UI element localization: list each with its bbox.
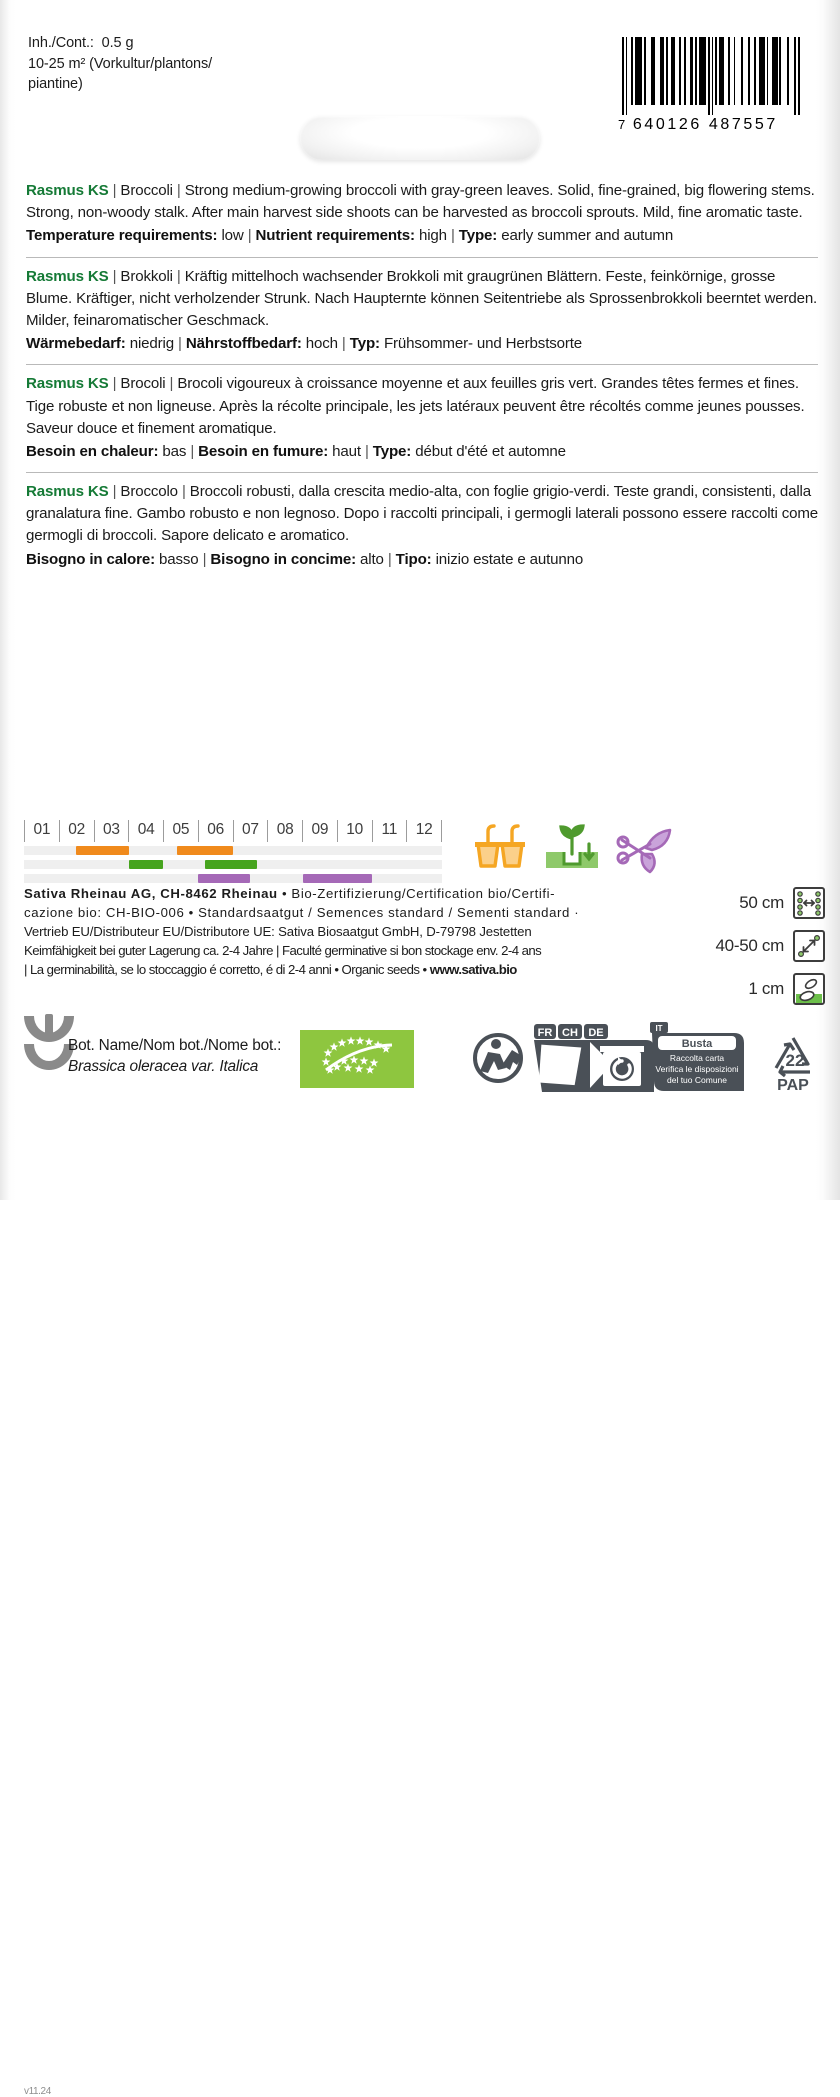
barcode <box>622 37 808 115</box>
it-badge-line2: Verifica le disposizioni <box>655 1064 739 1074</box>
spec-row-spacing-value: 50 cm <box>739 893 784 912</box>
req-nutrient-label-de: Nährstoffbedarf: <box>185 335 302 353</box>
req-nutrient-value-de: hoch <box>305 335 338 353</box>
sowing-depth-icon <box>792 972 826 1006</box>
content-area-line2: piantine) <box>28 76 83 93</box>
company-website[interactable]: www.sativa.bio <box>429 962 517 977</box>
it-disposal-badge <box>650 1022 754 1094</box>
req-nutrient-label-en: Nutrient requirements: <box>255 227 415 245</box>
sowing-pots-icon <box>472 822 528 876</box>
calendar-track-planting-out <box>24 860 442 869</box>
req-type-label-fr: Type: <box>372 442 412 460</box>
spacing-specs <box>696 884 826 1013</box>
req-temperature-label-fr: Besoin en chaleur: <box>26 442 159 460</box>
description-block-en <box>26 176 818 257</box>
req-type-value-de: Frühsommer- und Herbstsorte <box>383 335 583 353</box>
req-nutrient-label-it: Bisogno in concime: <box>210 550 356 568</box>
spec-sowing-depth-value: 1 cm <box>748 979 784 998</box>
barcode-bars <box>622 37 808 115</box>
calendar-month-12: 12 <box>406 820 442 842</box>
req-type-label-en: Type: <box>458 227 498 245</box>
calendar-track-harvest <box>24 874 442 883</box>
description-block-it <box>26 472 818 580</box>
pap-number: 22 <box>785 1051 805 1070</box>
description-text-en: Rasmus KS | Broccoli | Strong medium-growing broccoli with gray-green leaves. Solid, fine-grained, big flowering stems. Strong, non-woody stalk. After main harvest side shoots can be harvested as broccoli sprouts. Mild, fine aromatic taste. <box>26 182 815 222</box>
barcode-digits <box>618 116 814 134</box>
botanical-name-label: Bot. Name/Nom bot./Nome bot.: <box>68 1037 282 1054</box>
company-line-2: cazione bio: CH-BIO-006 • Standardsaatgut / Semences standard / Sementi standard · <box>24 905 580 920</box>
calendar-month-08: 08 <box>267 820 302 842</box>
description-text-fr: Rasmus KS | Brocoli | Brocoli vigoureux à croissance moyenne et aux feuilles gris vert. Grandes têtes fermes et fines. Tige robuste et non ligneuse. Après la récolte principale, les jets latéraux peuvent être récoltés comme jeunes pousses. Saveur douce et finement aromatique. <box>26 375 805 437</box>
calendar-span-harvest <box>303 874 373 883</box>
company-germination-it: | La germinabilità, se lo stoccaggio é corretto, é di 2-4 anni • Organic seeds • <box>24 962 430 977</box>
crop-name-de: Brokkoli <box>120 267 173 285</box>
calendar-span-planting-out <box>205 860 257 869</box>
calendar-span-sowing <box>177 846 233 855</box>
crop-name-fr: Brocoli <box>120 375 166 393</box>
calendar-month-10: 10 <box>337 820 372 842</box>
packet-footer <box>0 1012 840 2097</box>
tear-notch <box>300 116 540 160</box>
calendar-month-09: 09 <box>302 820 337 842</box>
disposal-icons <box>472 1022 662 1100</box>
company-line-4: Keimfähigkeit bei guter Lagerung ca. 2-4 Jahre | Faculté germinative si bon stockage env. 2-4 ans <box>24 943 542 958</box>
calendar-month-05: 05 <box>163 820 198 842</box>
crop-name-en: Broccoli <box>120 182 173 199</box>
company-line-1 <box>24 884 684 903</box>
calendar-month-labels <box>24 820 442 842</box>
plant-spacing-icon <box>792 929 826 963</box>
description-body-fr: Brocoli vigoureux à croissance moyenne et aux feuilles gris vert. Grandes têtes fermes et fines. Tige robuste et non ligneuse. Après la récolte principale, les jets latéraux peuvent être récoltés comme jeunes pousses. Saveur douce et finement aromatique. <box>26 375 805 437</box>
company-info <box>24 884 684 979</box>
spec-sowing-depth <box>696 970 826 1008</box>
company-line-5 <box>24 960 684 979</box>
requirements-fr: Besoin en chaleur: bas | Besoin en fumure: haut | Type: début d'été et automne <box>26 442 566 460</box>
req-type-value-it: inizio estate e autunno <box>435 550 584 568</box>
pap-label: PAP <box>777 1077 809 1094</box>
calendar-month-04: 04 <box>128 820 163 842</box>
variety-name-de: Rasmus KS <box>26 267 109 285</box>
requirements-it: Bisogno in calore: basso | Bisogno in concime: alto | Tipo: inizio estate e autunno <box>26 550 584 568</box>
spec-plant-spacing-value: 40-50 cm <box>715 936 784 955</box>
disposal-country-de: DE <box>588 1027 604 1039</box>
calendar-month-01: 01 <box>24 820 59 842</box>
content-weight: Inh./Cont.: 0.5 g <box>28 35 134 51</box>
it-badge-line1: Raccolta carta <box>669 1053 725 1063</box>
req-temperature-label-it: Bisogno in calore: <box>26 550 155 568</box>
calendar-month-07: 07 <box>233 820 268 842</box>
calendar-track-sowing <box>24 846 442 855</box>
botanical-name-value: Brassica oleracea var. Italica <box>68 1057 259 1075</box>
req-type-value-en: early summer and autumn <box>501 227 674 245</box>
req-type-label-de: Typ: <box>349 335 380 353</box>
description-block-de <box>26 257 818 365</box>
description-text-de: Rasmus KS | Brokkoli | Kräftig mittelhoch wachsender Brokkoli mit graugrünen Blättern. Feste, feinkörnige, grosse Blume. Kräftiger, nicht verholzender Strunk. Nach Haupternte können Seitentriebe als Sprossenbrokkoli beerntet werden. Milder, feinaromatischer Geschmack. <box>26 267 818 329</box>
barcode-number: 640126 487557 <box>632 116 778 133</box>
content-area-line1: 10-25 m² (Vorkultur/plantons/ <box>28 55 213 72</box>
crop-name-it: Broccolo <box>120 483 178 501</box>
harvest-scissors-icon <box>616 822 672 876</box>
calendar-action-icons <box>472 822 672 878</box>
barcode-lead-digit: 7 <box>618 117 628 132</box>
requirements-de: Wärmebedarf: niedrig | Nährstoffbedarf: hoch | Typ: Frühsommer- und Herbstsorte <box>26 335 583 353</box>
requirements-en: Temperature requirements: low | Nutrient requirements: high | Type: early summer and autumn <box>26 227 674 245</box>
variety-name-it: Rasmus KS <box>26 483 109 501</box>
planting-out-icon <box>544 822 600 876</box>
row-spacing-icon <box>792 886 826 920</box>
description-block-fr <box>26 364 818 472</box>
variety-name-fr: Rasmus KS <box>26 375 109 393</box>
req-temperature-value-fr: bas <box>162 442 187 460</box>
calendar-month-11: 11 <box>372 820 407 842</box>
pap-recycling-icon <box>764 1032 822 1094</box>
req-temperature-label-en: Temperature requirements: <box>26 227 218 245</box>
req-temperature-label-de: Wärmebedarf: <box>26 335 126 353</box>
botanical-name <box>68 1036 308 1077</box>
calendar-month-02: 02 <box>59 820 94 842</box>
it-badge-title: Busta <box>681 1038 713 1050</box>
req-nutrient-value-fr: haut <box>332 442 361 460</box>
req-temperature-value-it: basso <box>159 550 199 568</box>
calendar-span-planting-out <box>129 860 164 869</box>
req-nutrient-label-fr: Besoin en fumure: <box>198 442 329 460</box>
req-type-label-it: Tipo: <box>395 550 432 568</box>
description-blocks <box>26 176 818 580</box>
packet-header <box>0 0 840 170</box>
disposal-country-ch: CH <box>562 1027 578 1039</box>
sowing-calendar <box>24 820 444 888</box>
description-body-it: Broccoli robusti, dalla crescita medio-alta, con foglie grigio-verdi. Teste grandi, consistenti, dalla granalatura fine. Gambo robusto e non legnoso. Dopo i raccolti principali, i germogli laterali possono essere raccolti come germogli di broccoli. Sapore delicato e aromatico. <box>26 483 819 545</box>
calendar-span-sowing <box>76 846 128 855</box>
variety-name-en: Rasmus KS <box>26 182 109 199</box>
description-body-en: Strong medium-growing broccoli with gray-green leaves. Solid, fine-grained, big flowering stems. Strong, non-woody stalk. After main harvest side shoots can be harvested as broccoli sprouts. Mild, fine aromatic taste. <box>26 182 815 222</box>
company-cert-part1: • Bio-Zertifizierung/Certification bio/Certifi- <box>277 886 556 901</box>
company-line-3: Vertrieb EU/Distributeur EU/Distributore UE: Sativa Biosaatgut GmbH, D-79798 Jestetten <box>24 924 532 939</box>
req-nutrient-value-en: high <box>418 227 447 245</box>
eu-organic-logo-icon <box>300 1030 414 1088</box>
req-type-value-fr: début d'été et automne <box>415 442 566 460</box>
version-label: v11.24 <box>24 2086 51 2097</box>
calendar-span-harvest <box>198 874 250 883</box>
spec-row-spacing <box>696 884 826 922</box>
spec-plant-spacing <box>696 927 826 965</box>
disposal-country-fr: FR <box>537 1027 553 1039</box>
company-name: Sativa Rheinau AG, CH-8462 Rheinau <box>24 886 278 901</box>
it-badge-line3: del tuo Comune <box>666 1075 728 1085</box>
it-badge-country: IT <box>655 1024 663 1033</box>
req-temperature-value-en: low <box>221 227 244 245</box>
calendar-month-03: 03 <box>94 820 129 842</box>
description-body-de: Kräftig mittelhoch wachsender Brokkoli mit graugrünen Blättern. Feste, feinkörnige, grosse Blume. Kräftiger, nicht verholzender Strunk. Nach Haupternte können Seitentriebe als Sprossenbrokkoli beerntet werden. Milder, feinaromatischer Geschmack. <box>26 267 818 329</box>
calendar-month-06: 06 <box>198 820 233 842</box>
req-temperature-value-de: niedrig <box>129 335 174 353</box>
req-nutrient-value-it: alto <box>360 550 384 568</box>
description-text-it: Rasmus KS | Broccolo | Broccoli robusti, dalla crescita medio-alta, con foglie grigio-verdi. Teste grandi, consistenti, dalla granalatura fine. Gambo robusto e non legnoso. Dopo i raccolti principali, i germogli laterali possono essere raccolti come germogli di broccoli. Sapore delicato e aromatico. <box>26 483 819 545</box>
calendar-tracks <box>24 846 444 883</box>
content-quantity-info <box>28 33 358 95</box>
